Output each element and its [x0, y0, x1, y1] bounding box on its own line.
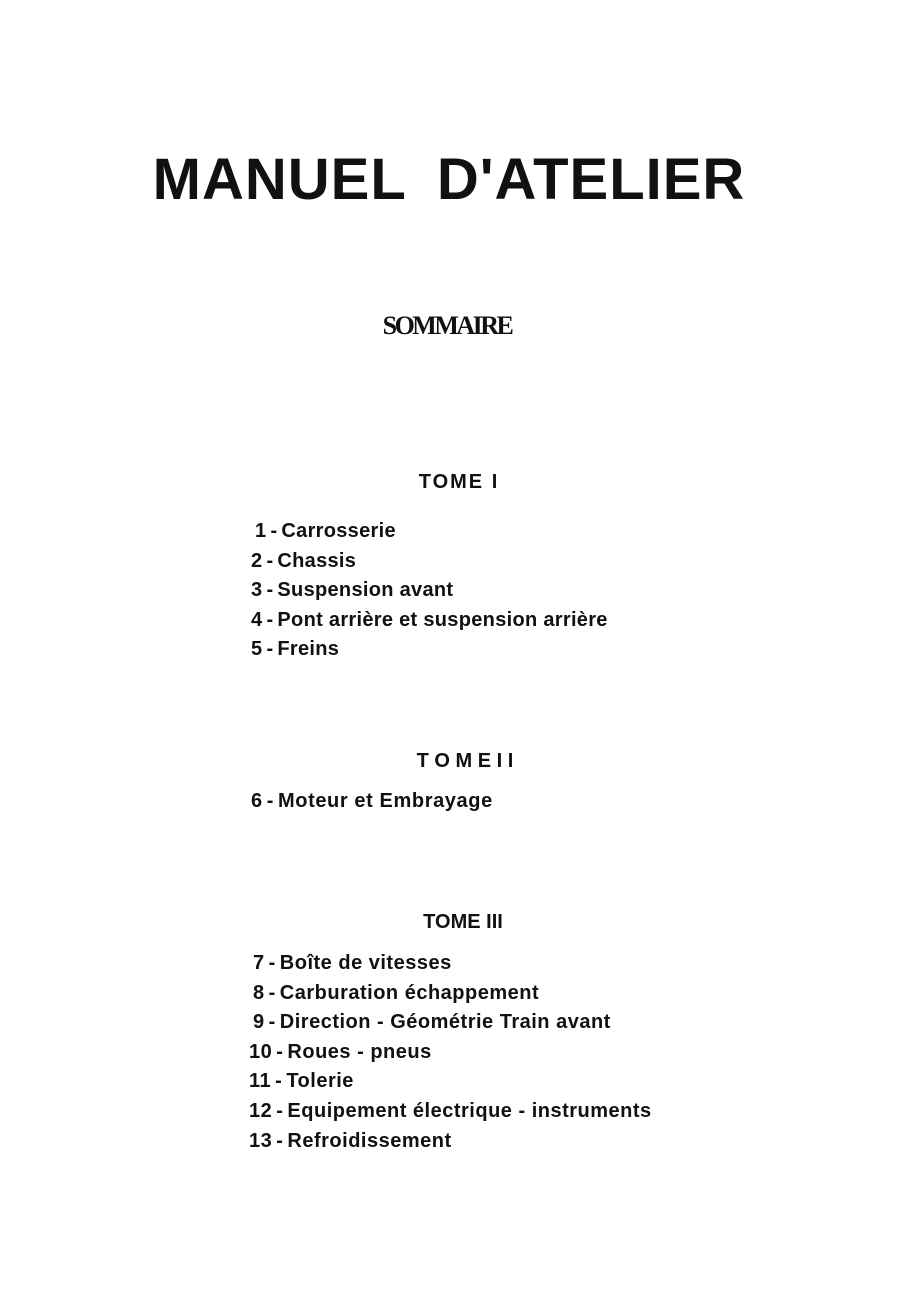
chapter-label: Chassis — [277, 549, 357, 572]
chapter-number: 10 — [249, 1040, 273, 1063]
chapter-number: 4 — [251, 608, 263, 631]
chapter-label: Roues - pneus — [287, 1040, 432, 1063]
chapter-label: Freins — [277, 638, 340, 661]
chapter-number: 6 — [251, 790, 263, 812]
chapter-item: 7 - Boîte de vitesses — [249, 949, 652, 979]
chapter-item: 9 - Direction - Géométrie Train avant — [249, 1008, 652, 1038]
chapter-number: 3 — [251, 579, 263, 602]
chapter-item: 10 - Roues - pneus — [249, 1038, 652, 1068]
chapter-item: 2 - Chassis — [251, 547, 608, 577]
page-subtitle: SOMMAIRE — [382, 311, 512, 340]
chapter-number: 9 — [253, 1011, 265, 1034]
chapter-item: 11 - Tolerie — [249, 1067, 652, 1097]
chapter-item: 12 - Equipement électrique - instruments — [249, 1097, 652, 1127]
tome-heading: TOME I — [418, 471, 500, 493]
chapter-list — [251, 787, 493, 817]
chapter-item: 6 - Moteur et Embrayage — [251, 787, 493, 817]
chapter-number: 2 — [251, 549, 263, 572]
tome-heading: T O M E I I — [416, 750, 514, 772]
chapter-number: 7 — [253, 952, 265, 974]
chapter-label: Suspension avant — [277, 579, 454, 602]
chapter-number: 11 — [249, 1070, 272, 1093]
chapter-list — [251, 517, 608, 665]
chapter-number: 12 — [249, 1099, 273, 1122]
chapter-label: Carburation échappement — [279, 981, 540, 1004]
chapter-label: Direction - Géométrie Train avant — [279, 1011, 611, 1034]
chapter-item: 4 - Pont arrière et suspension arrière — [251, 606, 608, 636]
chapter-label: Boîte de vitesses — [279, 952, 452, 974]
chapter-label: Moteur et Embrayage — [278, 790, 493, 812]
chapter-number: 13 — [249, 1129, 273, 1152]
chapter-number: 5 — [251, 638, 263, 661]
chapter-item: 13 - Refroidissement — [249, 1127, 652, 1157]
chapter-item: 1 - Carrosserie — [251, 517, 608, 547]
chapter-number: 1 — [255, 520, 267, 542]
chapter-item: 8 - Carburation échappement — [249, 979, 652, 1009]
chapter-number: 8 — [253, 981, 265, 1004]
chapter-label: Pont arrière et suspension arrière — [277, 608, 608, 631]
chapter-item: 5 - Freins — [251, 635, 608, 665]
chapter-label: Carrosserie — [281, 520, 396, 542]
chapter-label: Tolerie — [286, 1070, 354, 1093]
chapter-list — [249, 949, 652, 1156]
tome-heading: TOME III — [423, 911, 503, 933]
chapter-item: 3 - Suspension avant — [251, 576, 608, 606]
chapter-label: Equipement électrique - instruments — [287, 1099, 652, 1122]
chapter-label: Refroidissement — [287, 1129, 452, 1152]
page-title: MANUEL D'ATELIER — [152, 147, 746, 212]
